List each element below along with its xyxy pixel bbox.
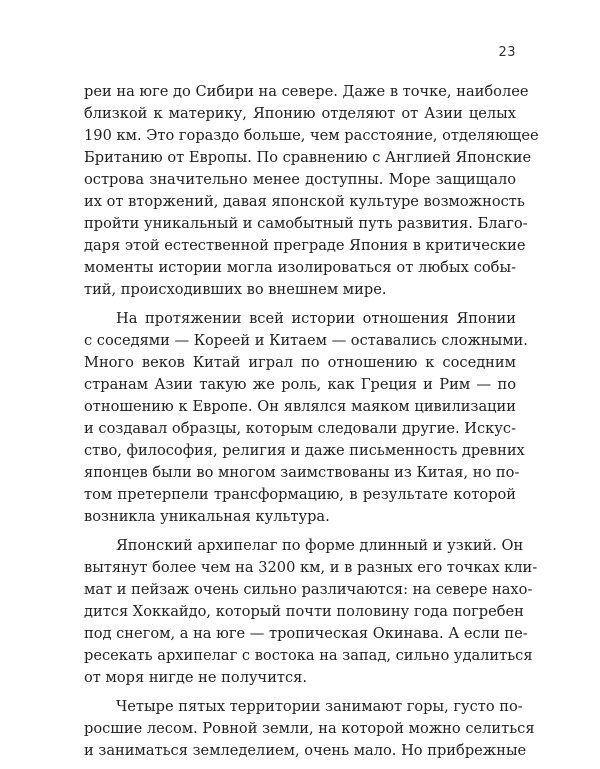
text-line: с соседями — Кореей и Китаем — оставались сложными. (84, 332, 528, 349)
text-line: от моря нигде не получится. (84, 669, 308, 686)
text-line: ство, философия, религия и даже письменность древних (84, 442, 525, 459)
text-line: том претерпели трансформацию, в результате которой (84, 486, 516, 503)
text-line: Много веков Китай играл по отношению к соседним (84, 354, 516, 371)
text-line: и создавал образцы, которым следовали другие. Искус- (84, 420, 516, 437)
text-line: На протяжении всей истории отношения Японии (116, 310, 516, 327)
text-line: Британию от Европы. По сравнению с Англией Японские (84, 149, 532, 166)
text-line: возникла уникальная культура. (84, 508, 330, 525)
text-line: пройти уникальный и самобытный путь развития. Благо- (84, 215, 528, 232)
text-line: моменты истории могла изолироваться от любых собы- (84, 259, 516, 276)
text-line: дится Хоккайдо, который почти половину года погребен (84, 603, 524, 620)
paragraph (84, 308, 528, 528)
paragraph (84, 696, 535, 762)
body-text (84, 81, 539, 769)
text-line: мат и пейзаж очень сильно различаются: на севере нахо- (84, 581, 533, 598)
text-line: отношению к Европе. Он являлся маяком цивилизации (84, 398, 516, 415)
text-line: росшие лесом. Ровной земли, на которой можно селиться (84, 720, 535, 737)
text-line: их от вторжений, давая японской культуре возможность (84, 193, 525, 210)
paragraph (84, 535, 538, 689)
text-line: вытянут более чем на 3200 км, и в разных его точках кли- (84, 559, 538, 576)
text-line: и заниматься земледелием, очень мало. Но прибрежные (84, 742, 527, 759)
text-line: под снегом, а на юге — тропическая Окинава. А если пе- (84, 625, 528, 642)
text-line: близкой к материку, Японию отделяют от Азии целых (84, 105, 516, 122)
text-line: даря этой естественной преграде Япония в критические (84, 237, 526, 254)
paragraph (84, 81, 539, 301)
page-number: 23 (498, 45, 516, 60)
text-line: тий, происходивших во внешнем мире. (84, 281, 387, 298)
text-line: Четыре пятых территории занимают горы, густо по- (116, 698, 523, 715)
text-line: ресекать архипелаг с востока на запад, сильно удалиться (84, 647, 533, 664)
text-line: странам Азии такую же роль, как Греция и Рим — по (84, 376, 516, 393)
text-line: японцев были во многом заимствованы из Китая, но по- (84, 464, 520, 481)
text-line: 190 км. Это гораздо больше, чем расстояние, отделяющее (84, 127, 539, 144)
text-line: реи на юге до Сибири на севере. Даже в точке, наиболее (84, 83, 529, 100)
text-line: острова значительно менее доступны. Море защищало (84, 171, 516, 188)
text-line: Японский архипелаг по форме длинный и узкий. Он (116, 537, 524, 554)
